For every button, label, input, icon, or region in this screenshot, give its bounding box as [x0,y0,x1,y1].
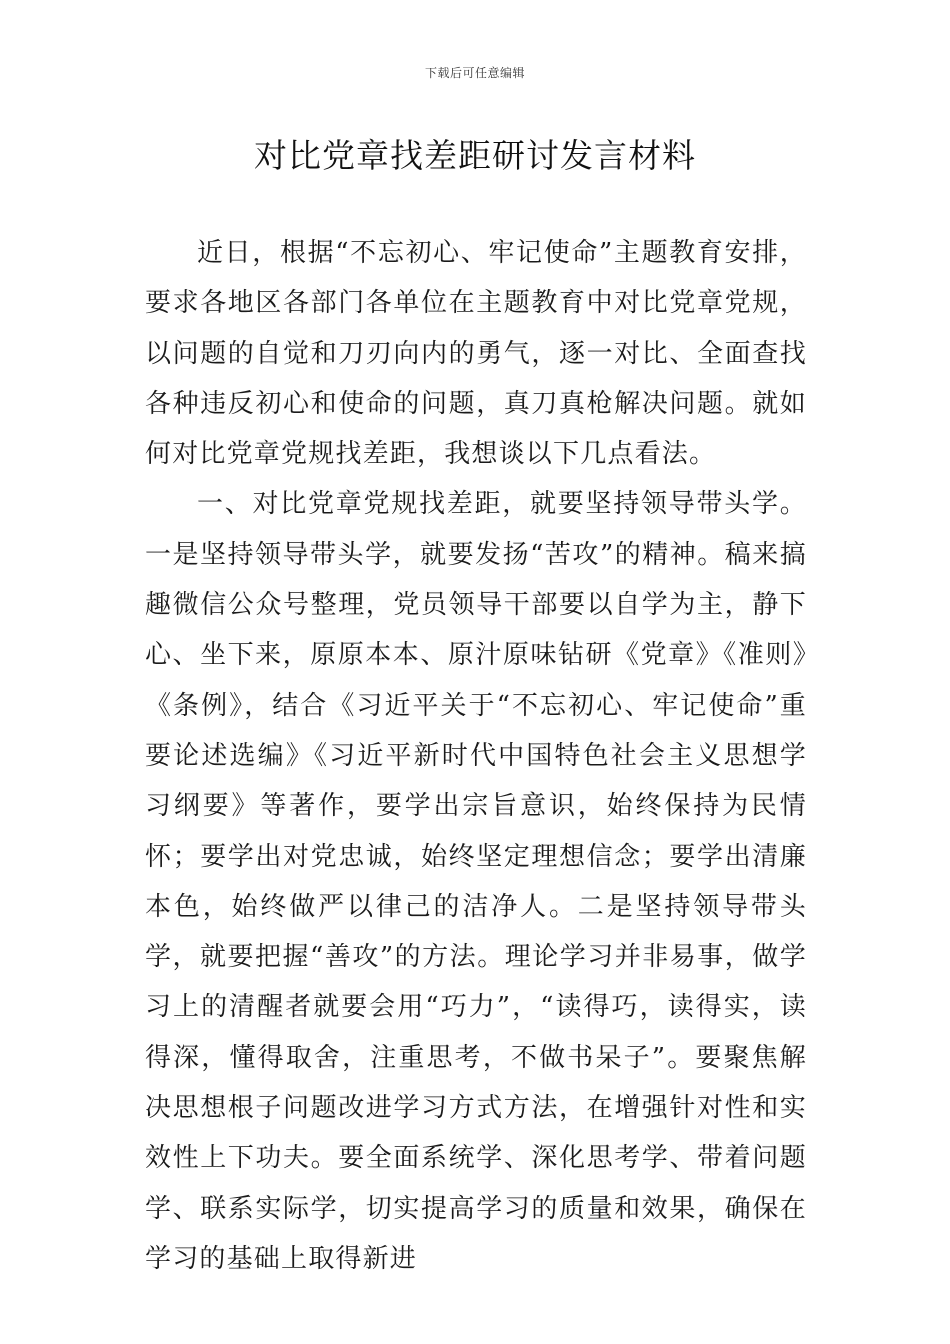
header-note: 下载后可任意编辑 [424,66,525,80]
document-title: 对比党章找差距研讨发言材料 [254,136,696,175]
body-paragraph-intro: 近日，根据“不忘初心、牢记使命”主题教育安排，要求各地区各部门各单位在主题教育中对比党章党规，以问题的自觉和刀刃向内的勇气，逐一对比、全面查找各种违反初心和使命的问题，真刀真枪解决问题。就如何对比党章党规找差距，我想谈以下几点看法。 [145,238,807,470]
document-body [145,228,807,1284]
body-paragraph-section-one: 一、对比党章党规找差距，就要坚持领导带头学。一是坚持领导带头学，就要发扬“苦攻”的精神。稿来搞趣微信公众号整理，党员领导干部要以自学为主，静下心、坐下来，原原本本、原汁原味钻研《党章》《准则》《条例》，结合《习近平关于“不忘初心、牢记使命”重要论述选编》《习近平新时代中国特色社会主义思想学习纲要》等著作，要学出宗旨意识，始终保持为民情怀；要学出对党忠诚，始终坚定理想信念；要学出清廉本色，始终做严以律己的洁净人。二是坚持领导带头学，就要把握“善攻”的方法。理论学习并非易事，做学习上的清醒者就要会用“巧力”，“读得巧，读得实，读得深，懂得取舍，注重思考，不做书呆子”。要聚焦解决思想根子问题改进学习方式方法，在增强针对性和实效性上下功夫。要全面系统学、深化思考学、带着问题学、联系实际学，切实提高学习的质量和效果，确保在学习的基础上取得新进 [145,489,807,1274]
